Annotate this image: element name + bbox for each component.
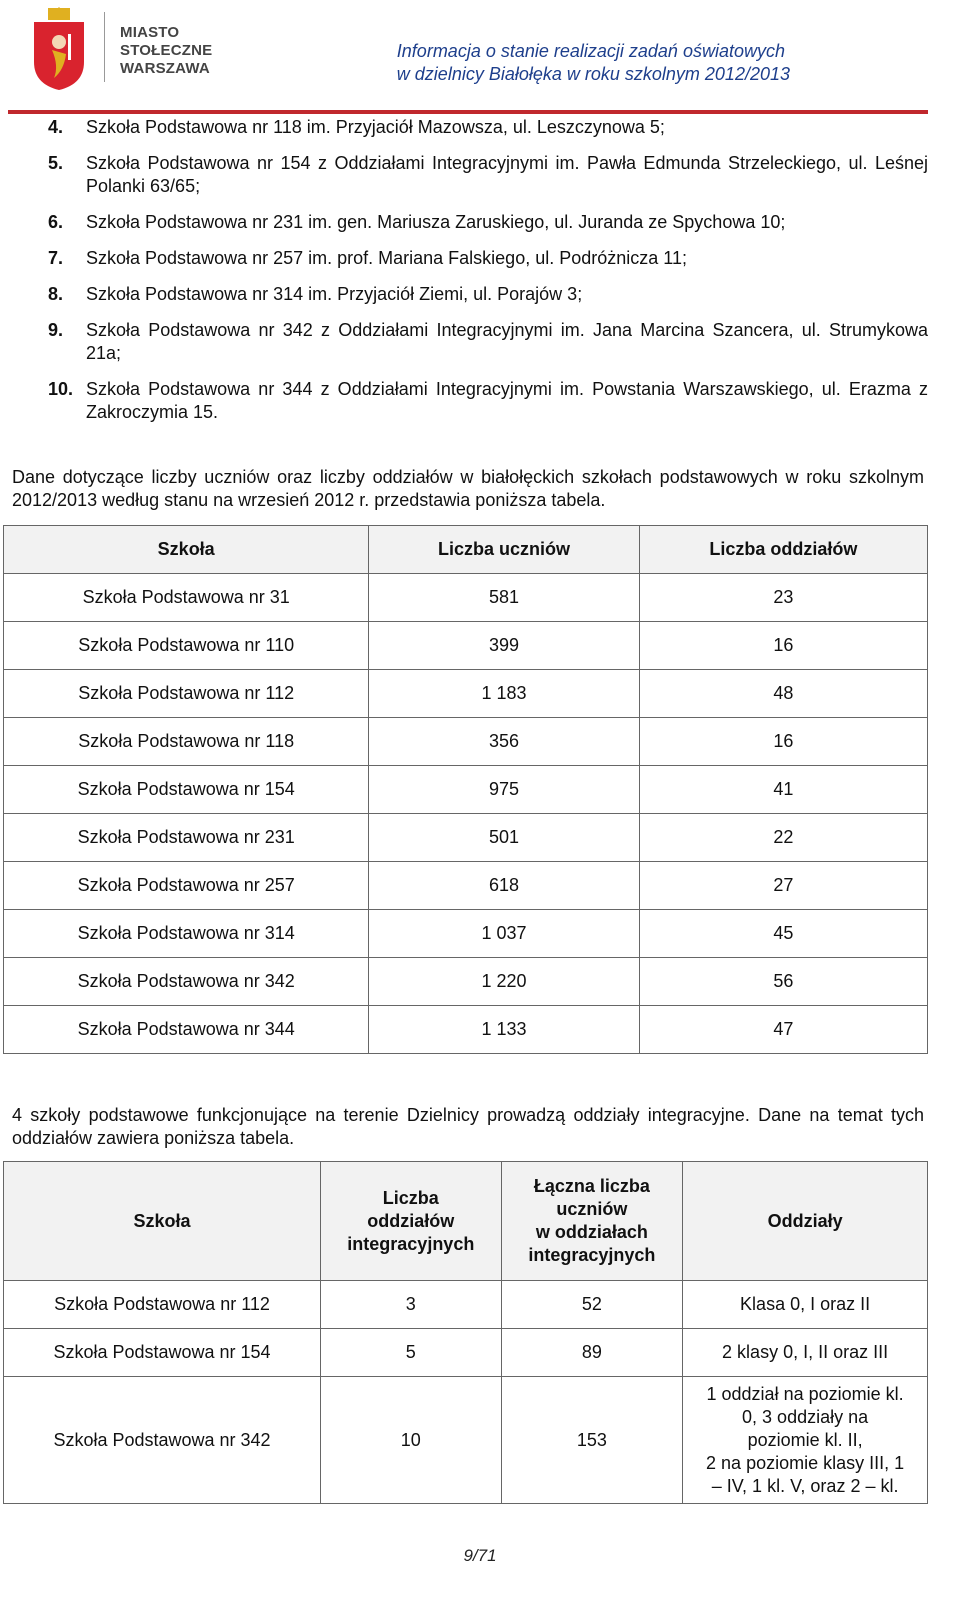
table-header-row: [4, 526, 928, 574]
header-line: w oddziałach: [535, 1222, 648, 1242]
header-line: Łączna liczba: [533, 1176, 650, 1196]
list-text: Szkoła Podstawowa nr 314 im. Przyjaciół Ziemi, ul. Porajów 3;: [86, 284, 583, 304]
cell-school: Szkoła Podstawowa nr 342: [4, 958, 369, 1006]
cell-school: Szkoła Podstawowa nr 231: [4, 814, 369, 862]
cell-classes: 23: [639, 574, 927, 622]
page-number: 9/71: [463, 1546, 497, 1565]
header-divider: [104, 12, 105, 82]
cell-units: [683, 1377, 928, 1504]
cell-students: 1 133: [369, 1006, 639, 1054]
org-line: STOŁECZNE: [120, 42, 213, 59]
list-number: 4.: [48, 117, 64, 137]
cell-school: Szkoła Podstawowa nr 154: [4, 766, 369, 814]
cell-school: Szkoła Podstawowa nr 154: [4, 1329, 321, 1377]
cell-school: Szkoła Podstawowa nr 342: [4, 1377, 321, 1504]
intro-paragraph-2: 4 szkoły podstawowe funkcjonujące na terenie Dzielnicy prowadzą oddziały integracyjne. Dane na temat tych oddziałów zawiera poniższa tabela.: [12, 1105, 924, 1148]
table-row: [4, 574, 928, 622]
list-text: Szkoła Podstawowa nr 231 im. gen. Mariusza Zaruskiego, ul. Juranda ze Spychowa 10;: [86, 212, 786, 232]
list-text: Szkoła Podstawowa nr 118 im. Przyjaciół Mazowsza, ul. Leszczynowa 5;: [86, 117, 665, 137]
list-number: 8.: [48, 284, 64, 304]
title-line: w dzielnicy Białołęka w roku szkolnym 2012/2013: [396, 64, 790, 84]
header-line: integracyjnych: [347, 1233, 475, 1254]
cell-classes: 22: [639, 814, 927, 862]
table-row: [4, 1329, 928, 1377]
table-row: [4, 1377, 928, 1504]
page-header: [0, 0, 960, 118]
integration-table: [3, 1161, 928, 1504]
cell-school: Szkoła Podstawowa nr 112: [4, 670, 369, 718]
list-item: [48, 116, 928, 139]
header-line: Szkoła: [133, 1210, 191, 1231]
list-number: 9.: [48, 320, 64, 340]
list-item: [48, 378, 928, 424]
header-cell-school: Szkoła: [4, 526, 369, 574]
header-cell-students: Liczba uczniów: [369, 526, 639, 574]
cell-students: 581: [369, 574, 639, 622]
cell-school: Szkoła Podstawowa nr 118: [4, 718, 369, 766]
list-item: [48, 283, 928, 306]
cell-classes: 27: [639, 862, 927, 910]
list-item: [48, 152, 928, 198]
students-table: [3, 525, 928, 1054]
units-line: – IV, 1 kl. V, oraz 2 – kl.: [711, 1475, 899, 1496]
header-line: Oddziały: [767, 1210, 843, 1231]
cell-count: 3: [321, 1281, 502, 1329]
header-cell-units: [683, 1162, 928, 1281]
header-line: integracyjnych: [528, 1245, 656, 1265]
list-number: 6.: [48, 212, 64, 232]
org-line: WARSZAWA: [120, 60, 210, 77]
header-rule: [8, 110, 928, 114]
cell-classes: 16: [639, 622, 927, 670]
units-line: Klasa 0, I oraz II: [740, 1294, 871, 1314]
cell-students: 1 037: [369, 910, 639, 958]
list-item: [48, 247, 928, 270]
cell-students: 975: [369, 766, 639, 814]
cell-classes: 56: [639, 958, 927, 1006]
cell-students: 356: [369, 718, 639, 766]
cell-classes: 48: [639, 670, 927, 718]
header-cell-school: [4, 1162, 321, 1281]
cell-school: Szkoła Podstawowa nr 31: [4, 574, 369, 622]
header-cell-integration-students: [501, 1162, 683, 1281]
title-line: Informacja o stanie realizacji zadań oświatowych: [396, 41, 785, 61]
cell-school: Szkoła Podstawowa nr 314: [4, 910, 369, 958]
cell-classes: 16: [639, 718, 927, 766]
table-row: [4, 910, 928, 958]
cell-students: 1 220: [369, 958, 639, 1006]
units-line: 2 klasy 0, I, II oraz III: [722, 1342, 889, 1362]
cell-school: Szkoła Podstawowa nr 257: [4, 862, 369, 910]
list-number: 7.: [48, 248, 64, 268]
cell-units: [683, 1281, 928, 1329]
document-title: [397, 40, 790, 86]
cell-classes: 47: [639, 1006, 927, 1054]
units-line: 2 na poziomie klasy III, 1: [706, 1452, 905, 1473]
organization-name: [120, 24, 212, 78]
cell-students: 399: [369, 622, 639, 670]
header-line: Liczba: [382, 1187, 439, 1208]
table-header-row: [4, 1162, 928, 1281]
table-row: [4, 958, 928, 1006]
header-cell-classes: Liczba oddziałów: [639, 526, 927, 574]
table-row: [4, 670, 928, 718]
header-cell-integration-classes: [321, 1162, 502, 1281]
list-text: Szkoła Podstawowa nr 342 z Oddziałami Integracyjnymi im. Jana Marcina Szancera, ul. Strumykowa 21a;: [86, 320, 928, 363]
cell-classes: 45: [639, 910, 927, 958]
cell-count: 5: [321, 1329, 502, 1377]
list-item: [48, 211, 928, 234]
units-line: poziomie kl. II,: [747, 1429, 863, 1450]
table-row: [4, 1006, 928, 1054]
list-number: 10.: [48, 379, 74, 399]
warsaw-crest-icon: [30, 6, 88, 92]
org-line: MIASTO: [120, 24, 180, 41]
header-line: uczniów: [556, 1199, 628, 1219]
cell-students: 1 183: [369, 670, 639, 718]
cell-students: 89: [501, 1329, 683, 1377]
list-item: [48, 319, 928, 365]
units-line: 1 oddział na poziomie kl.: [706, 1383, 904, 1404]
cell-students: 501: [369, 814, 639, 862]
list-text: Szkoła Podstawowa nr 344 z Oddziałami Integracyjnymi im. Powstania Warszawskiego, ul. Erazma z Zakroczymia 15.: [86, 379, 928, 422]
intro-paragraph-1: Dane dotyczące liczby uczniów oraz liczby oddziałów w białołęckich szkołach podstawowych w roku szkolnym 2012/2013 według stanu na wrzesień 2012 r. przedstawia poniższa tabela.: [12, 467, 924, 510]
units-line: 0, 3 oddziały na: [742, 1406, 869, 1427]
cell-count: 10: [321, 1377, 502, 1504]
school-list: [48, 116, 928, 437]
table-row: [4, 1281, 928, 1329]
cell-school: Szkoła Podstawowa nr 344: [4, 1006, 369, 1054]
table-row: [4, 862, 928, 910]
cell-units: [683, 1329, 928, 1377]
cell-students: 52: [501, 1281, 683, 1329]
table-row: [4, 814, 928, 862]
table-row: [4, 766, 928, 814]
cell-classes: 41: [639, 766, 927, 814]
cell-students: 153: [501, 1377, 683, 1504]
table-row: [4, 718, 928, 766]
cell-school: Szkoła Podstawowa nr 112: [4, 1281, 321, 1329]
cell-school: Szkoła Podstawowa nr 110: [4, 622, 369, 670]
list-number: 5.: [48, 153, 64, 173]
header-line: oddziałów: [367, 1210, 455, 1231]
list-text: Szkoła Podstawowa nr 154 z Oddziałami Integracyjnymi im. Pawła Edmunda Strzeleckiego, ul. Leśnej Polanki 63/65;: [86, 153, 928, 196]
cell-students: 618: [369, 862, 639, 910]
list-text: Szkoła Podstawowa nr 257 im. prof. Mariana Falskiego, ul. Podróżnicza 11;: [86, 248, 687, 268]
table-row: [4, 622, 928, 670]
